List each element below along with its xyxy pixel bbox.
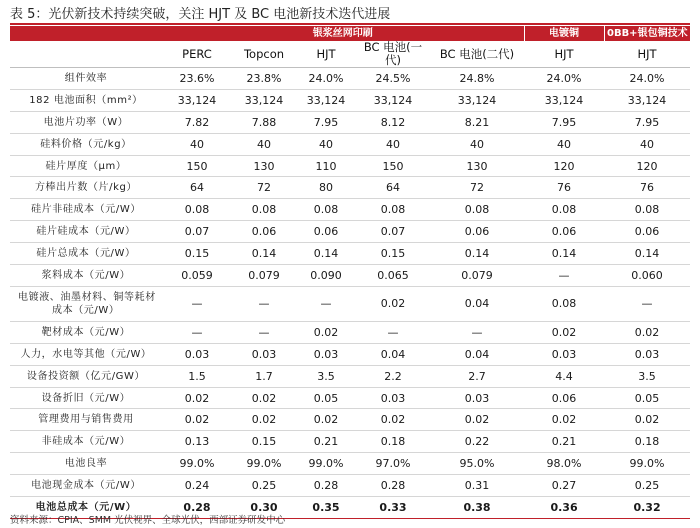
table-row — [10, 68, 690, 90]
table-cell: 2.7 — [430, 365, 524, 387]
table-cell: 150 — [162, 155, 232, 177]
table-cell: 0.35 — [296, 497, 356, 519]
table-cell: 40 — [296, 133, 356, 155]
table-cell: 76 — [524, 177, 604, 199]
table-cell: 0.059 — [162, 265, 232, 287]
row-label: 方棒出片数（片/kg） — [10, 177, 162, 199]
table-cell: 0.15 — [232, 431, 296, 453]
table-cell: 40 — [162, 133, 232, 155]
table-cell: 0.07 — [356, 221, 430, 243]
row-label: 电池现金成本（元/W） — [10, 475, 162, 497]
table-cell: 0.04 — [430, 286, 524, 321]
table-cell: 40 — [524, 133, 604, 155]
table-cell: 0.02 — [296, 321, 356, 343]
table-cell: 64 — [356, 177, 430, 199]
table-cell: 76 — [604, 177, 690, 199]
table-cell: 7.82 — [162, 111, 232, 133]
table-cell: 0.25 — [604, 475, 690, 497]
row-label: 设备折旧（元/W） — [10, 387, 162, 409]
table-cell: 4.4 — [524, 365, 604, 387]
table-cell: 0.060 — [604, 265, 690, 287]
row-label: 硅料价格（元/kg） — [10, 133, 162, 155]
table-cell: 0.02 — [296, 409, 356, 431]
table-cell: 0.13 — [162, 431, 232, 453]
table-row — [10, 321, 690, 343]
table-cell: 8.12 — [356, 111, 430, 133]
technology-header: BC 电池(一代) — [356, 41, 430, 68]
table-cell: 23.6% — [162, 68, 232, 90]
table-cell: — — [430, 321, 524, 343]
table-cell: 0.05 — [296, 387, 356, 409]
table-cell: — — [162, 321, 232, 343]
row-label: 管理费用与销售费用 — [10, 409, 162, 431]
technology-header: BC 电池(二代) — [430, 41, 524, 68]
table-cell: 0.03 — [296, 343, 356, 365]
table-row — [10, 286, 690, 321]
table-cell: 130 — [430, 155, 524, 177]
table-cell: 110 — [296, 155, 356, 177]
table-row — [10, 365, 690, 387]
row-label: 靶材成本（元/W） — [10, 321, 162, 343]
table-cell: 1.7 — [232, 365, 296, 387]
table-cell: — — [604, 286, 690, 321]
table-row — [10, 243, 690, 265]
table-cell: 99.0% — [296, 453, 356, 475]
row-label: 浆料成本（元/W） — [10, 265, 162, 287]
table-cell: 0.38 — [430, 497, 524, 519]
table-row — [10, 343, 690, 365]
table-cell: 99.0% — [162, 453, 232, 475]
title-divider — [10, 23, 690, 25]
table-cell: 0.03 — [232, 343, 296, 365]
table-cell: 0.15 — [162, 243, 232, 265]
header-group-row — [10, 26, 690, 41]
header-group-obb-silver-coated-copper: 0BB+银包铜技术 — [604, 26, 690, 41]
technology-header: Topcon — [232, 41, 296, 68]
table-cell: 0.22 — [430, 431, 524, 453]
row-label: 设备投资额（亿元/GW） — [10, 365, 162, 387]
table-cell: 0.14 — [604, 243, 690, 265]
table-title: 表 5：光伏新技术持续突破，关注 HJT 及 BC 电池新技术迭代进展 — [10, 7, 391, 22]
table-cell: 0.08 — [232, 199, 296, 221]
technology-header-row — [10, 41, 690, 68]
table-cell: 24.0% — [604, 68, 690, 90]
table-cell: 0.32 — [604, 497, 690, 519]
table-cell: 24.5% — [356, 68, 430, 90]
table-cell: 0.03 — [524, 343, 604, 365]
table-row — [10, 199, 690, 221]
table-cell: 0.08 — [430, 199, 524, 221]
row-label: 非硅成本（元/W） — [10, 431, 162, 453]
table-cell: 0.06 — [232, 221, 296, 243]
table-cell: 0.25 — [232, 475, 296, 497]
table-row — [10, 453, 690, 475]
table-cell: 0.02 — [524, 409, 604, 431]
header-group-electroplated-copper: 电镀铜 — [524, 26, 604, 41]
table-cell: 120 — [604, 155, 690, 177]
table-cell: 150 — [356, 155, 430, 177]
row-label: 电池片功率（W） — [10, 111, 162, 133]
table-cell: 0.30 — [232, 497, 296, 519]
table-cell: 0.06 — [296, 221, 356, 243]
table-cell: 7.95 — [604, 111, 690, 133]
table-cell: 0.36 — [524, 497, 604, 519]
table-cell: 33,124 — [356, 89, 430, 111]
table-cell: 99.0% — [604, 453, 690, 475]
table-cell: 0.079 — [430, 265, 524, 287]
table-cell: 0.14 — [232, 243, 296, 265]
row-label-line-1: 电镀液、油墨材料、铜等耗材 — [18, 291, 156, 303]
table-cell: 33,124 — [604, 89, 690, 111]
table-cell: 0.28 — [296, 475, 356, 497]
table-cell: 0.18 — [604, 431, 690, 453]
row-label: 硅片硅成本（元/W） — [10, 221, 162, 243]
table-cell: 97.0% — [356, 453, 430, 475]
table-cell: 0.08 — [296, 199, 356, 221]
row-label: 人力，水电等其他（元/W） — [10, 343, 162, 365]
table-cell: 0.090 — [296, 265, 356, 287]
row-label-line-2: 成本（元/W） — [52, 304, 120, 316]
table-cell: 24.0% — [296, 68, 356, 90]
table-row — [10, 387, 690, 409]
table-cell: 64 — [162, 177, 232, 199]
table-row — [10, 155, 690, 177]
table-cell: — — [162, 286, 232, 321]
table-cell: — — [232, 321, 296, 343]
table-cell: 0.31 — [430, 475, 524, 497]
source-note: 资料来源：CPIA、SMM 光伏视界、全球光伏，西部证券研发中心 — [10, 515, 286, 526]
technology-header: HJT — [604, 41, 690, 68]
table-cell: 24.8% — [430, 68, 524, 90]
table-cell: — — [356, 321, 430, 343]
table-cell: 0.02 — [162, 387, 232, 409]
table-cell: 72 — [232, 177, 296, 199]
row-label: 182 电池面积（mm²） — [10, 89, 162, 111]
table-cell: 0.02 — [232, 387, 296, 409]
table-cell: 99.0% — [232, 453, 296, 475]
table-cell: 2.2 — [356, 365, 430, 387]
table-cell: 0.02 — [604, 321, 690, 343]
table-cell: 0.04 — [430, 343, 524, 365]
table-cell: 0.02 — [232, 409, 296, 431]
table-cell: 7.88 — [232, 111, 296, 133]
table-cell: 3.5 — [296, 365, 356, 387]
table-cell: 0.06 — [430, 221, 524, 243]
table-row — [10, 475, 690, 497]
table-row — [10, 431, 690, 453]
table-cell: 8.21 — [430, 111, 524, 133]
row-label: 电池良率 — [10, 453, 162, 475]
table-cell: 33,124 — [232, 89, 296, 111]
table-row — [10, 265, 690, 287]
table-cell: 120 — [524, 155, 604, 177]
table-cell: 3.5 — [604, 365, 690, 387]
table-cell: 0.02 — [356, 409, 430, 431]
table-cell: 80 — [296, 177, 356, 199]
technology-header: HJT — [524, 41, 604, 68]
technology-header: PERC — [162, 41, 232, 68]
table-cell: 0.08 — [524, 286, 604, 321]
table-cell: 40 — [356, 133, 430, 155]
table-cell: 33,124 — [296, 89, 356, 111]
table-cell: 0.03 — [356, 387, 430, 409]
table-cell: 0.02 — [604, 409, 690, 431]
table-cell: 0.02 — [430, 409, 524, 431]
table-row — [10, 221, 690, 243]
row-label: 电池总成本（元/W） — [10, 497, 162, 519]
table-cell: 0.14 — [430, 243, 524, 265]
table-cell: 0.14 — [296, 243, 356, 265]
row-label — [10, 286, 162, 321]
table-row — [10, 89, 690, 111]
table-cell: — — [232, 286, 296, 321]
table-cell: 72 — [430, 177, 524, 199]
table-cell: 40 — [232, 133, 296, 155]
table-cell: 0.03 — [604, 343, 690, 365]
row-label: 硅片总成本（元/W） — [10, 243, 162, 265]
table-cell: 23.8% — [232, 68, 296, 90]
table-cell: 0.24 — [162, 475, 232, 497]
table-cell: 0.33 — [356, 497, 430, 519]
table-row — [10, 111, 690, 133]
table-cell: 95.0% — [430, 453, 524, 475]
table-cell: 0.08 — [524, 199, 604, 221]
table-cell: 0.14 — [524, 243, 604, 265]
table-cell: 0.15 — [356, 243, 430, 265]
table-cell: 0.02 — [356, 286, 430, 321]
table-cell: 0.28 — [356, 475, 430, 497]
table-cell: 0.28 — [162, 497, 232, 519]
table-row — [10, 409, 690, 431]
table-cell: 0.04 — [356, 343, 430, 365]
table-cell: 0.079 — [232, 265, 296, 287]
table-cell: 0.21 — [296, 431, 356, 453]
table-cell: 0.07 — [162, 221, 232, 243]
table-cell: 0.02 — [524, 321, 604, 343]
table-cell: 33,124 — [162, 89, 232, 111]
technology-header-corner — [10, 41, 162, 68]
table-cell: 40 — [430, 133, 524, 155]
table-cell: 0.065 — [356, 265, 430, 287]
row-label: 硅片非硅成本（元/W） — [10, 199, 162, 221]
table-cell: 0.03 — [430, 387, 524, 409]
cost-comparison-table — [10, 26, 690, 519]
table-cell: 0.08 — [162, 199, 232, 221]
table-cell: 0.02 — [162, 409, 232, 431]
table-cell: — — [296, 286, 356, 321]
table-cell: 40 — [604, 133, 690, 155]
table-cell: — — [524, 265, 604, 287]
header-group-silver-screen-printing: 银浆丝网印刷 — [162, 26, 524, 41]
technology-header: HJT — [296, 41, 356, 68]
table-cell: 7.95 — [524, 111, 604, 133]
table-cell: 0.06 — [604, 221, 690, 243]
table-row — [10, 133, 690, 155]
table-cell: 0.06 — [524, 387, 604, 409]
header-corner — [10, 26, 162, 41]
row-label: 硅片厚度（μm） — [10, 155, 162, 177]
row-label: 组件效率 — [10, 68, 162, 90]
table-cell: 0.03 — [162, 343, 232, 365]
table-cell: 0.08 — [356, 199, 430, 221]
table-cell: 1.5 — [162, 365, 232, 387]
table-cell: 0.27 — [524, 475, 604, 497]
table-cell: 0.08 — [604, 199, 690, 221]
table-cell: 0.18 — [356, 431, 430, 453]
table-cell: 24.0% — [524, 68, 604, 90]
table-cell: 7.95 — [296, 111, 356, 133]
table-cell: 0.06 — [524, 221, 604, 243]
table-cell: 0.21 — [524, 431, 604, 453]
table-cell: 98.0% — [524, 453, 604, 475]
table-cell: 33,124 — [524, 89, 604, 111]
table-cell: 0.05 — [604, 387, 690, 409]
table-cell: 130 — [232, 155, 296, 177]
table-cell: 33,124 — [430, 89, 524, 111]
table-row — [10, 177, 690, 199]
